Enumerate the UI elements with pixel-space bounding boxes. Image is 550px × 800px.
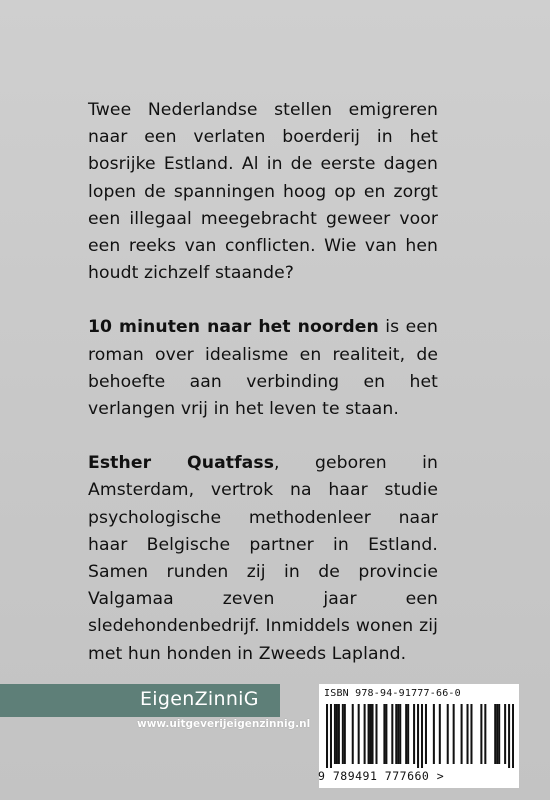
barcode-bar (407, 704, 409, 764)
author-bio-text: , geboren in Amsterdam, vertrok na haar studie psychologische methodenleer naar haar Belgische partner in Estland. Samen runden zij in de provincie Valgamaa zeven jaar een sledehondenbedrijf. Inmiddels wonen zij met hun honden in Zweeds Lapland. (88, 453, 438, 664)
blurb-text (88, 97, 438, 695)
barcode-bar (421, 704, 423, 768)
barcode-bar (336, 704, 338, 764)
barcode-bar (512, 704, 514, 768)
barcode-bar (447, 704, 449, 764)
barcode-bar (467, 704, 469, 764)
barcode-bar (368, 704, 370, 764)
barcode-bar (496, 704, 498, 764)
barcode-bar (342, 704, 344, 764)
barcode-bar (484, 704, 486, 764)
publisher-url: www.uitgeverijeigenzinnig.nl (137, 718, 311, 730)
blurb-paragraph-2-text: is een roman over idealisme en realiteit, de behoefte aan verbinding en het verlangen vrij in het leven te staan. (88, 317, 438, 420)
barcode-bar (461, 704, 463, 764)
barcode-bar (405, 704, 407, 764)
barcode-bar (425, 704, 427, 764)
barcode-bar (330, 704, 332, 768)
blurb-paragraph-2 (88, 314, 438, 423)
barcode-bar (364, 704, 366, 764)
barcode-bar (439, 704, 441, 764)
barcode-bar (334, 704, 336, 764)
barcode-bar (372, 704, 374, 764)
barcode-bar (494, 704, 496, 764)
barcode-bar (508, 704, 510, 768)
book-title-bold: 10 minuten naar het noorden (88, 317, 379, 338)
barcode-bar (433, 704, 435, 764)
author-name-bold: Esther Quatfass (88, 453, 275, 474)
barcode-icon (326, 704, 514, 768)
publisher-logo: EigenZinniG (140, 688, 259, 710)
barcode-bar (399, 704, 401, 764)
blurb-paragraph-1: Twee Nederlandse stellen emigreren naar een verlaten boerderij in het bosrijke Estland. Al in de eerste dagen lopen de spanningen hoog op en zorgt een illegaal meegebracht geweer voor een reeks van conflicten. Wie van hen houdt zichzelf staande? (88, 100, 438, 284)
barcode-bar (417, 704, 419, 768)
barcode-bar (383, 704, 385, 764)
barcode-bar (352, 704, 354, 764)
barcode-bar (370, 704, 372, 764)
barcode-bar (413, 704, 415, 764)
isbn-label: ISBN 978-94-91777-66-0 (324, 688, 461, 699)
barcode-bar (453, 704, 455, 764)
author-bio (88, 450, 438, 668)
barcode-bar (397, 704, 399, 764)
barcode-bar (391, 704, 393, 764)
barcode-bar (470, 704, 472, 764)
ean-digits: 9 789491 777660 > (318, 769, 445, 783)
barcode-bar (480, 704, 482, 764)
barcode-bar (344, 704, 346, 764)
barcode-bar (504, 704, 506, 764)
barcode-bar (498, 704, 500, 764)
barcode-bar (375, 704, 377, 764)
barcode-bar (358, 704, 360, 764)
barcode-bar (326, 704, 328, 768)
barcode-bar (395, 704, 397, 764)
barcode-bar (338, 704, 340, 764)
barcode-bar (385, 704, 387, 764)
